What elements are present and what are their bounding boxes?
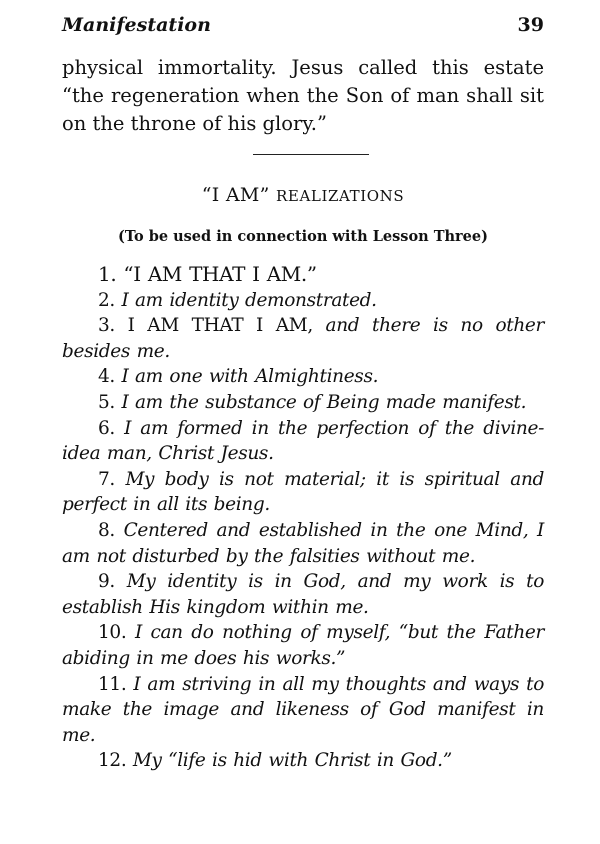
item-number: 5. bbox=[98, 391, 115, 413]
item-number: 4. bbox=[98, 366, 115, 388]
list-item bbox=[62, 672, 544, 749]
item-number: 9. bbox=[98, 571, 115, 593]
running-head bbox=[62, 14, 544, 40]
item-text: I am identity demonstrated. bbox=[121, 289, 377, 311]
item-number: 6. bbox=[98, 417, 115, 439]
section-title-smallcaps: REALIZATIONS bbox=[276, 187, 405, 205]
section-subtitle: (To be used in connection with Lesson Three) bbox=[117, 228, 488, 245]
section-divider bbox=[253, 154, 369, 155]
item-number: 3. bbox=[98, 315, 115, 337]
list-item bbox=[62, 288, 544, 314]
list-item bbox=[62, 518, 544, 569]
item-text: I am formed in the perfection of the divine-idea man, Christ Jesus. bbox=[62, 417, 544, 465]
item-number: 12. bbox=[98, 750, 127, 772]
item-text: I am striving in all my thoughts and ways to make the image and likeness of God manifest in me. bbox=[62, 673, 545, 746]
item-text: I can do nothing of myself, “but the Father abiding in me does his works.” bbox=[62, 622, 544, 669]
item-text: I am the substance of Being made manifest. bbox=[121, 391, 527, 413]
list-item bbox=[62, 620, 544, 671]
item-text: My identity is in God, and my work is to establish His kingdom within me. bbox=[62, 571, 544, 618]
item-number: 2. bbox=[98, 289, 115, 311]
item-number: 7. bbox=[98, 468, 115, 490]
item-number: 11. bbox=[98, 673, 127, 695]
list-item bbox=[62, 467, 544, 518]
continued-paragraph: physical immortality. Jesus called this estate “the regeneration when the Son of man shall sit on the throne of his glory.” bbox=[62, 56, 544, 135]
list-item bbox=[62, 748, 544, 774]
item-text: I am one with Almightiness. bbox=[121, 366, 379, 388]
list-item bbox=[62, 262, 544, 288]
section-title bbox=[62, 184, 544, 206]
item-number: 8. bbox=[98, 519, 115, 541]
list-item bbox=[62, 313, 544, 364]
item-text: “I AM THAT I AM.” bbox=[123, 262, 317, 286]
item-text: My body is not material; it is spiritual and perfect in all its being. bbox=[62, 468, 544, 516]
list-item bbox=[62, 416, 544, 467]
item-text: Centered and established in the one Mind, I am not disturbed by the falsities without me. bbox=[62, 519, 544, 567]
item-number: 10. bbox=[98, 622, 127, 644]
item-text: My “life is hid with Christ in God.” bbox=[132, 750, 452, 772]
item-number: 1. bbox=[98, 262, 117, 286]
item-text: and there is no other besides me. bbox=[62, 315, 545, 362]
list-item bbox=[62, 364, 544, 390]
realizations-list bbox=[62, 262, 544, 774]
running-title: Manifestation bbox=[62, 14, 211, 36]
list-item bbox=[62, 390, 544, 416]
section-title-quote: “I AM” bbox=[201, 184, 277, 206]
list-item bbox=[62, 569, 544, 620]
page-number: 39 bbox=[517, 14, 544, 36]
item-text-upright: I AM THAT I AM, bbox=[127, 315, 313, 337]
